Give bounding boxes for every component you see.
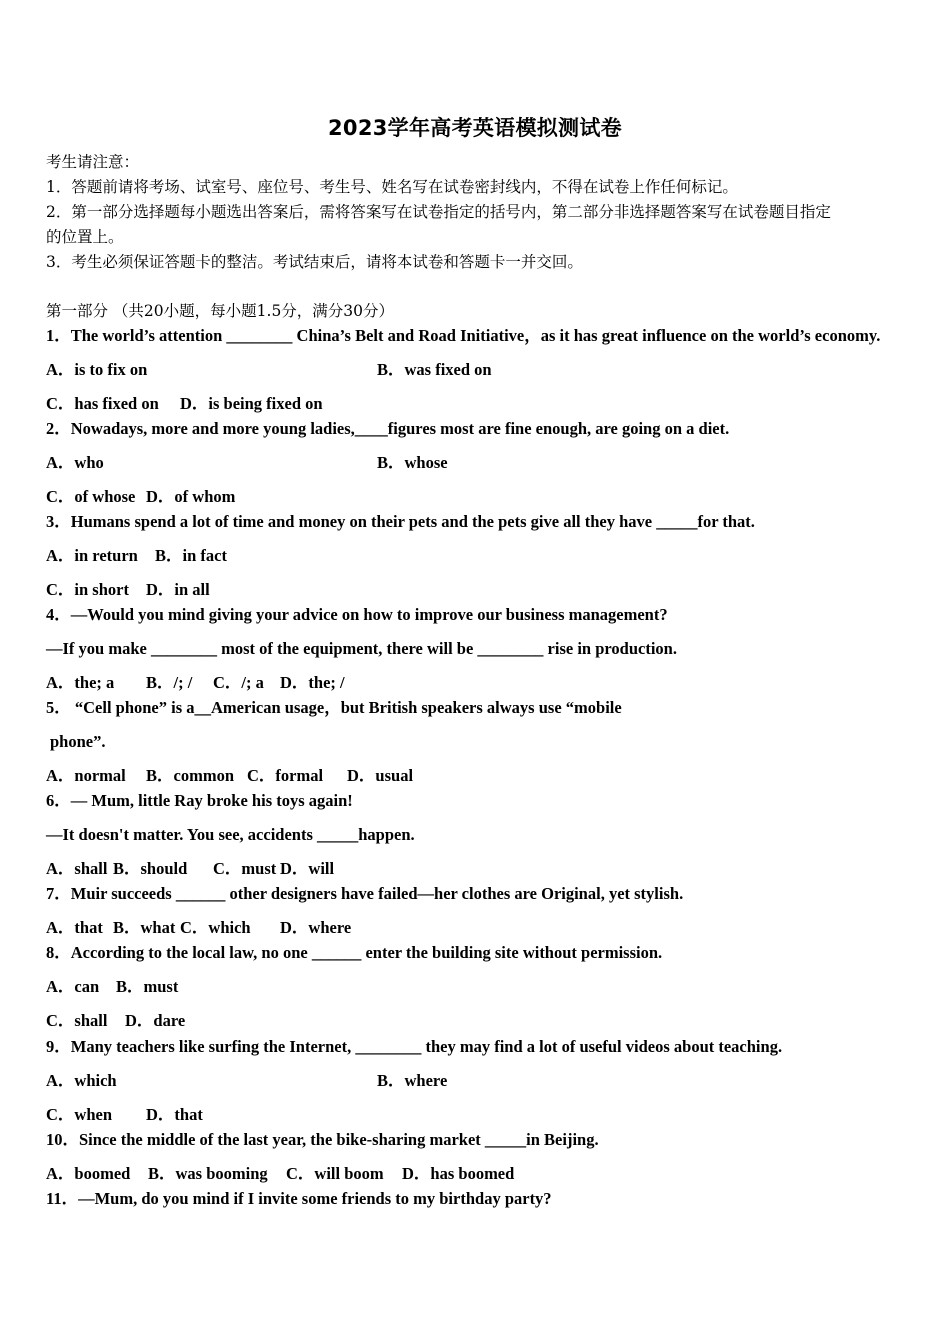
question-1-stem: 1．The world’s attention ________ China’s Belt and Road Initiative，as it has great influence on the world’s economy. bbox=[46, 326, 881, 345]
question-5-stem-2: phone”. bbox=[50, 732, 106, 751]
question-8-stem: 8．According to the local law, no one ______ enter the building site without permission. bbox=[46, 943, 663, 962]
option-a: A．in return bbox=[46, 546, 138, 565]
question-5-options bbox=[46, 765, 413, 787]
option-c: C．formal bbox=[247, 766, 324, 785]
question-7-options bbox=[46, 917, 351, 939]
notice-item-3: 3．考生必须保证答题卡的整洁。考试结束后，请将本试卷和答题卡一并交回。 bbox=[46, 253, 583, 271]
question-2-stem: 2．Nowadays, more and more young ladies,____figures most are fine enough, are going on a diet. bbox=[46, 419, 730, 438]
option-a: A．that bbox=[46, 918, 103, 937]
question-6-options bbox=[46, 858, 334, 880]
option-b: B．where bbox=[377, 1071, 448, 1090]
option-d: D．of whom bbox=[146, 487, 236, 506]
question-3-options-row1 bbox=[46, 545, 227, 567]
question-10-options bbox=[46, 1163, 514, 1185]
option-b: B．was fixed on bbox=[377, 360, 492, 379]
notice-item-2a: 2．第一部分选择题每小题选出答案后，需将答案写在试卷指定的括号内，第二部分非选择题答案写在试卷题目指定 bbox=[46, 203, 831, 221]
question-8-options-row1 bbox=[46, 976, 178, 998]
option-a: A．shall bbox=[46, 859, 108, 878]
question-11-stem: 11．—Mum, do you mind if I invite some friends to my birthday party? bbox=[46, 1189, 552, 1208]
option-c: C．of whose bbox=[46, 487, 136, 506]
question-3-stem: 3．Humans spend a lot of time and money on their pets and the pets give all they have _____for that. bbox=[46, 512, 755, 531]
option-c: C．which bbox=[180, 918, 251, 937]
option-b: B．/; / bbox=[146, 673, 193, 692]
question-1-options-row2 bbox=[46, 393, 323, 415]
notice-heading: 考生请注意： bbox=[46, 153, 140, 171]
option-c: C．in short bbox=[46, 580, 129, 599]
question-7-stem: 7．Muir succeeds ______ other designers have failed—her clothes are Original, yet stylish. bbox=[46, 884, 684, 903]
option-d: D．that bbox=[146, 1105, 203, 1124]
option-a: A．which bbox=[46, 1071, 117, 1090]
option-b: B．common bbox=[146, 766, 234, 785]
option-d: D．in all bbox=[146, 580, 210, 599]
option-c: C．/; a bbox=[213, 673, 264, 692]
question-3-options-row2 bbox=[46, 579, 210, 601]
question-4-options bbox=[46, 672, 345, 694]
notice-item-1: 1．答题前请将考场、试室号、座位号、考生号、姓名写在试卷密封线内，不得在试卷上作任何标记。 bbox=[46, 178, 738, 196]
question-9-stem: 9．Many teachers like surfing the Internet, ________ they may find a lot of useful videos about teaching. bbox=[46, 1037, 783, 1056]
question-4-stem-1: 4．—Would you mind giving your advice on how to improve our business management? bbox=[46, 605, 668, 624]
question-1-options-row1 bbox=[46, 359, 492, 381]
option-a: A．normal bbox=[46, 766, 126, 785]
option-c: C．when bbox=[46, 1105, 113, 1124]
option-c: C．must bbox=[213, 859, 277, 878]
option-a: A．is to fix on bbox=[46, 360, 148, 379]
option-d: D．where bbox=[280, 918, 352, 937]
question-6-stem-2: —It doesn't matter. You see, accidents _____happen. bbox=[46, 825, 415, 844]
option-b: B．was booming bbox=[148, 1164, 268, 1183]
option-b: B．must bbox=[116, 977, 179, 996]
notice-item-2b: 的位置上。 bbox=[46, 228, 124, 246]
question-8-options-row2 bbox=[46, 1010, 185, 1032]
question-2-options-row1 bbox=[46, 452, 448, 474]
option-a: A．boomed bbox=[46, 1164, 131, 1183]
option-c: C．shall bbox=[46, 1011, 108, 1030]
option-a: A．can bbox=[46, 977, 100, 996]
option-d: D．is being fixed on bbox=[180, 394, 323, 413]
question-10-stem: 10．Since the middle of the last year, the bike-sharing market _____in Beijing. bbox=[46, 1130, 599, 1149]
option-b: B．whose bbox=[377, 453, 448, 472]
option-c: C．has fixed on bbox=[46, 394, 159, 413]
question-5-stem-1: 5． “Cell phone” is a__American usage，but British speakers always use “mobile bbox=[46, 698, 622, 717]
question-4-stem-2: —If you make ________ most of the equipment, there will be ________ rise in production. bbox=[46, 639, 677, 658]
option-d: D．has boomed bbox=[402, 1164, 515, 1183]
option-d: D．usual bbox=[347, 766, 414, 785]
option-a: A．who bbox=[46, 453, 104, 472]
question-9-options-row2 bbox=[46, 1104, 203, 1126]
option-a: A．the; a bbox=[46, 673, 115, 692]
option-d: D．will bbox=[280, 859, 335, 878]
question-2-options-row2 bbox=[46, 486, 235, 508]
option-b: B．what bbox=[113, 918, 176, 937]
option-c: C．will boom bbox=[286, 1164, 384, 1183]
question-9-options-row1 bbox=[46, 1070, 447, 1092]
option-d: D．dare bbox=[125, 1011, 186, 1030]
page-title: 2023学年高考英语模拟测试卷 bbox=[328, 116, 622, 140]
section-heading: 第一部分 （共20小题，每小题1.5分，满分30分） bbox=[46, 302, 395, 320]
option-b: B．should bbox=[113, 859, 188, 878]
option-d: D．the; / bbox=[280, 673, 345, 692]
question-6-stem-1: 6．— Mum, little Ray broke his toys again! bbox=[46, 791, 353, 810]
option-b: B．in fact bbox=[155, 546, 227, 565]
